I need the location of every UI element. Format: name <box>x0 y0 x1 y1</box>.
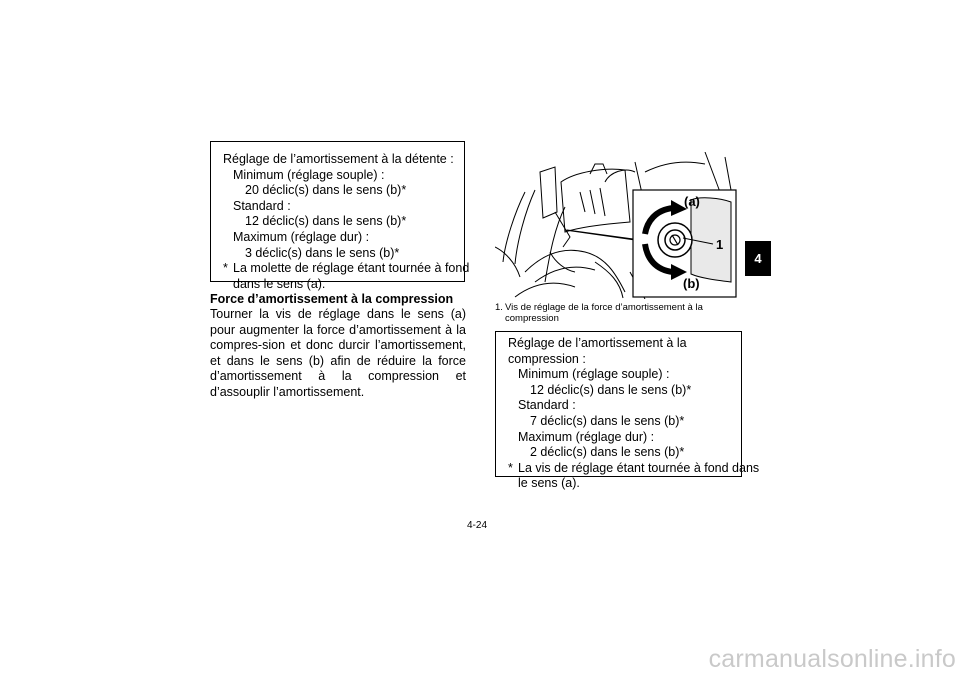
caption-line2: compression <box>505 313 559 324</box>
compression-note <box>508 460 760 492</box>
rebound-min-value: 20 déclic(s) dans le sens (b)* <box>245 183 407 198</box>
compression-min-value: 12 déclic(s) dans le sens (b)* <box>530 382 692 397</box>
compression-title-line1: Réglage de l’amortissement à la <box>508 336 687 350</box>
chapter-tab: 4 <box>745 241 771 276</box>
compression-max-value: 2 déclic(s) dans le sens (b)* <box>530 445 685 460</box>
rebound-note-line1: La molette de réglage étant tournée à fond <box>233 261 470 276</box>
compression-damping-settings-box <box>495 331 760 491</box>
section-body: Tourner la vis de réglage dans le sens (a) pour augmenter la force d’amortissement à la compres-sion et donc durcir l’amortissement, et dans le sens (b) afin de réduire la force d’amortissement à la compression et d’assouplir l’amortissement. <box>210 307 466 399</box>
rebound-note-star: * <box>223 261 228 276</box>
page-number: 4-24 <box>467 520 488 531</box>
compression-std-value: 7 déclic(s) dans le sens (b)* <box>530 413 685 428</box>
rebound-std-value: 12 déclic(s) dans le sens (b)* <box>245 214 407 229</box>
rebound-max-label: Maximum (réglage dur) : <box>233 229 370 244</box>
watermark: carmanualsonline.info <box>708 645 956 673</box>
caption-number: 1. <box>495 302 503 313</box>
rebound-note <box>223 261 470 292</box>
rebound-max-value: 3 déclic(s) dans le sens (b)* <box>245 245 400 260</box>
compression-max-label: Maximum (réglage dur) : <box>518 429 655 444</box>
rebound-min-label: Minimum (réglage souple) : <box>233 167 385 182</box>
section-heading: Force d’amortissement à la compression <box>210 292 454 306</box>
illustration-drawing <box>495 152 742 299</box>
figure-label-1: 1 <box>716 237 724 252</box>
rebound-damping-settings-box <box>210 141 470 291</box>
compression-title-line2: compression : <box>508 351 586 366</box>
rebound-std-label: Standard : <box>233 198 291 213</box>
rebound-note-line2: dans le sens (a). <box>233 276 326 291</box>
figure-label-a: (a) <box>684 194 700 209</box>
caption-line1: Vis de réglage de la force d’amortissement à la <box>505 302 703 313</box>
compression-note-star: * <box>508 460 513 475</box>
compression-note-line2: le sens (a). <box>518 476 580 491</box>
compression-std-label: Standard : <box>518 398 576 413</box>
figure-label-b: (b) <box>683 276 700 291</box>
compression-note-line1: La vis de réglage étant tournée à fond dans <box>518 460 760 475</box>
compression-min-label: Minimum (réglage souple) : <box>518 367 670 382</box>
figure-caption <box>495 302 742 324</box>
shock-absorber-illustration <box>495 152 742 299</box>
rebound-title: Réglage de l’amortissement à la détente : <box>223 152 454 166</box>
